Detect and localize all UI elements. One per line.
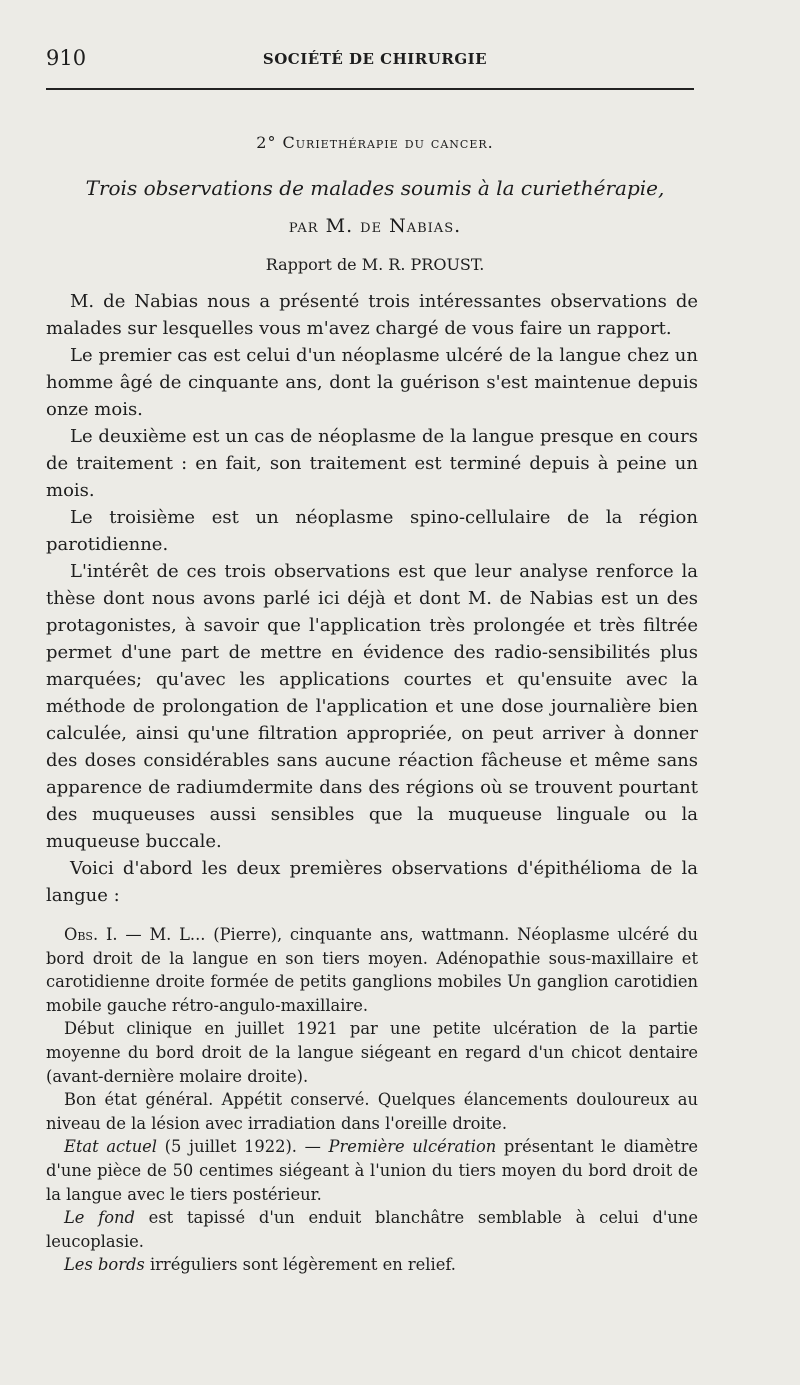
fond-text: est tapissé d'un enduit blanchâtre semblable à celui d'une leucoplasie. <box>46 1208 699 1251</box>
paragraph: Le troisième est un néoplasme spino-cellulaire de la région parotidienne. <box>46 507 698 555</box>
report-line: Rapport de M. R. PROUST. <box>265 255 485 274</box>
running-head: SOCIÉTÉ DE CHIRURGIE <box>262 50 488 68</box>
state-text: présentant le diamètre d'une pièce de 50 centimes siégeant à l'union du tiers moyen du bord droit de la langue avec le tiers postérieur. <box>46 1137 698 1204</box>
observation-label: Obs. I. <box>64 925 118 944</box>
observation-block <box>46 923 698 1277</box>
paragraph: Voici d'abord les deux premières observations d'épithélioma de la langue : <box>46 858 698 906</box>
observation-intro-text: — M. L... (Pierre), cinquante ans, wattmann. Néoplasme ulcéré du bord droit de la langue en son tiers moyen. Adénopathie sous-maxillaire et carotidienne droite formée de petits ganglions mobiles Un ganglion carotidien mobile gauche rétro-angulo-maxillaire. <box>46 925 698 1015</box>
paragraph: Le premier cas est celui d'un néoplasme ulcéré de la langue chez un homme âgé de cinquante ans, dont la guérison s'est maintenue depuis onze mois. <box>46 345 698 420</box>
state-ulcer-label: Première ulcération <box>328 1137 497 1157</box>
page-number: 910 <box>46 46 87 70</box>
paragraph: M. de Nabias nous a présenté trois intéressantes observations de malades sur lesquelles vous m'avez chargé de vous faire un rapport. <box>46 291 698 339</box>
report-body <box>46 288 698 909</box>
section-title: 2° Curiethérapie du cancer. <box>256 133 494 152</box>
page-header <box>46 46 704 72</box>
bords-text: irréguliers sont légèrement en relief. <box>144 1255 456 1275</box>
state-label: Etat actuel <box>64 1137 158 1157</box>
state-date: (5 juillet 1922). — <box>157 1137 329 1157</box>
bords-label: Les bords <box>64 1255 145 1275</box>
observation-intro <box>46 923 698 1017</box>
paragraph: L'intérêt de ces trois observations est que leur analyse renforce la thèse dont nous avons parlé ici déjà et dont M. de Nabias est un des protagonistes, à savoir que l'application très prolongée et très filtrée permet d'une part de mettre en évidence des radio-sensibilités plus marquées; qu'avec les applications courtes et qu'ensuite avec la méthode de prolongation de l'application et une dose journalière bien calculée, ainsi qu'une filtration appropriée, on peut arriver à donner des doses considérables sans aucune réaction fâcheuse et même sans apparence de radiumdermite dans des régions où se trouvent pourtant des muqueuses aussi sensibles que la muqueuse linguale ou la muqueuse buccale. <box>46 561 698 852</box>
observation-onset: Début clinique en juillet 1921 par une petite ulcération de la partie moyenne du bord droit de la langue siégeant en regard d'un chicot dentaire (avant-dernière molaire droite). <box>46 1019 698 1086</box>
observation-state <box>46 1135 698 1206</box>
byline: par M. de Nabias. <box>288 215 462 237</box>
fond-label: Le fond <box>64 1208 135 1228</box>
observation-fond <box>46 1206 698 1253</box>
observation-general: Bon état général. Appétit conservé. Quelques élancements douloureux au niveau de la lésion avec irradiation dans l'oreille droite. <box>46 1090 698 1133</box>
header-rule <box>46 88 694 90</box>
article-title: Trois observations de malades soumis à la curiethérapie, <box>85 176 665 200</box>
paragraph: Le deuxième est un cas de néoplasme de la langue presque en cours de traitement : en fait, son traitement est terminé depuis à peine un mois. <box>46 426 698 501</box>
observation-bords <box>46 1253 698 1277</box>
